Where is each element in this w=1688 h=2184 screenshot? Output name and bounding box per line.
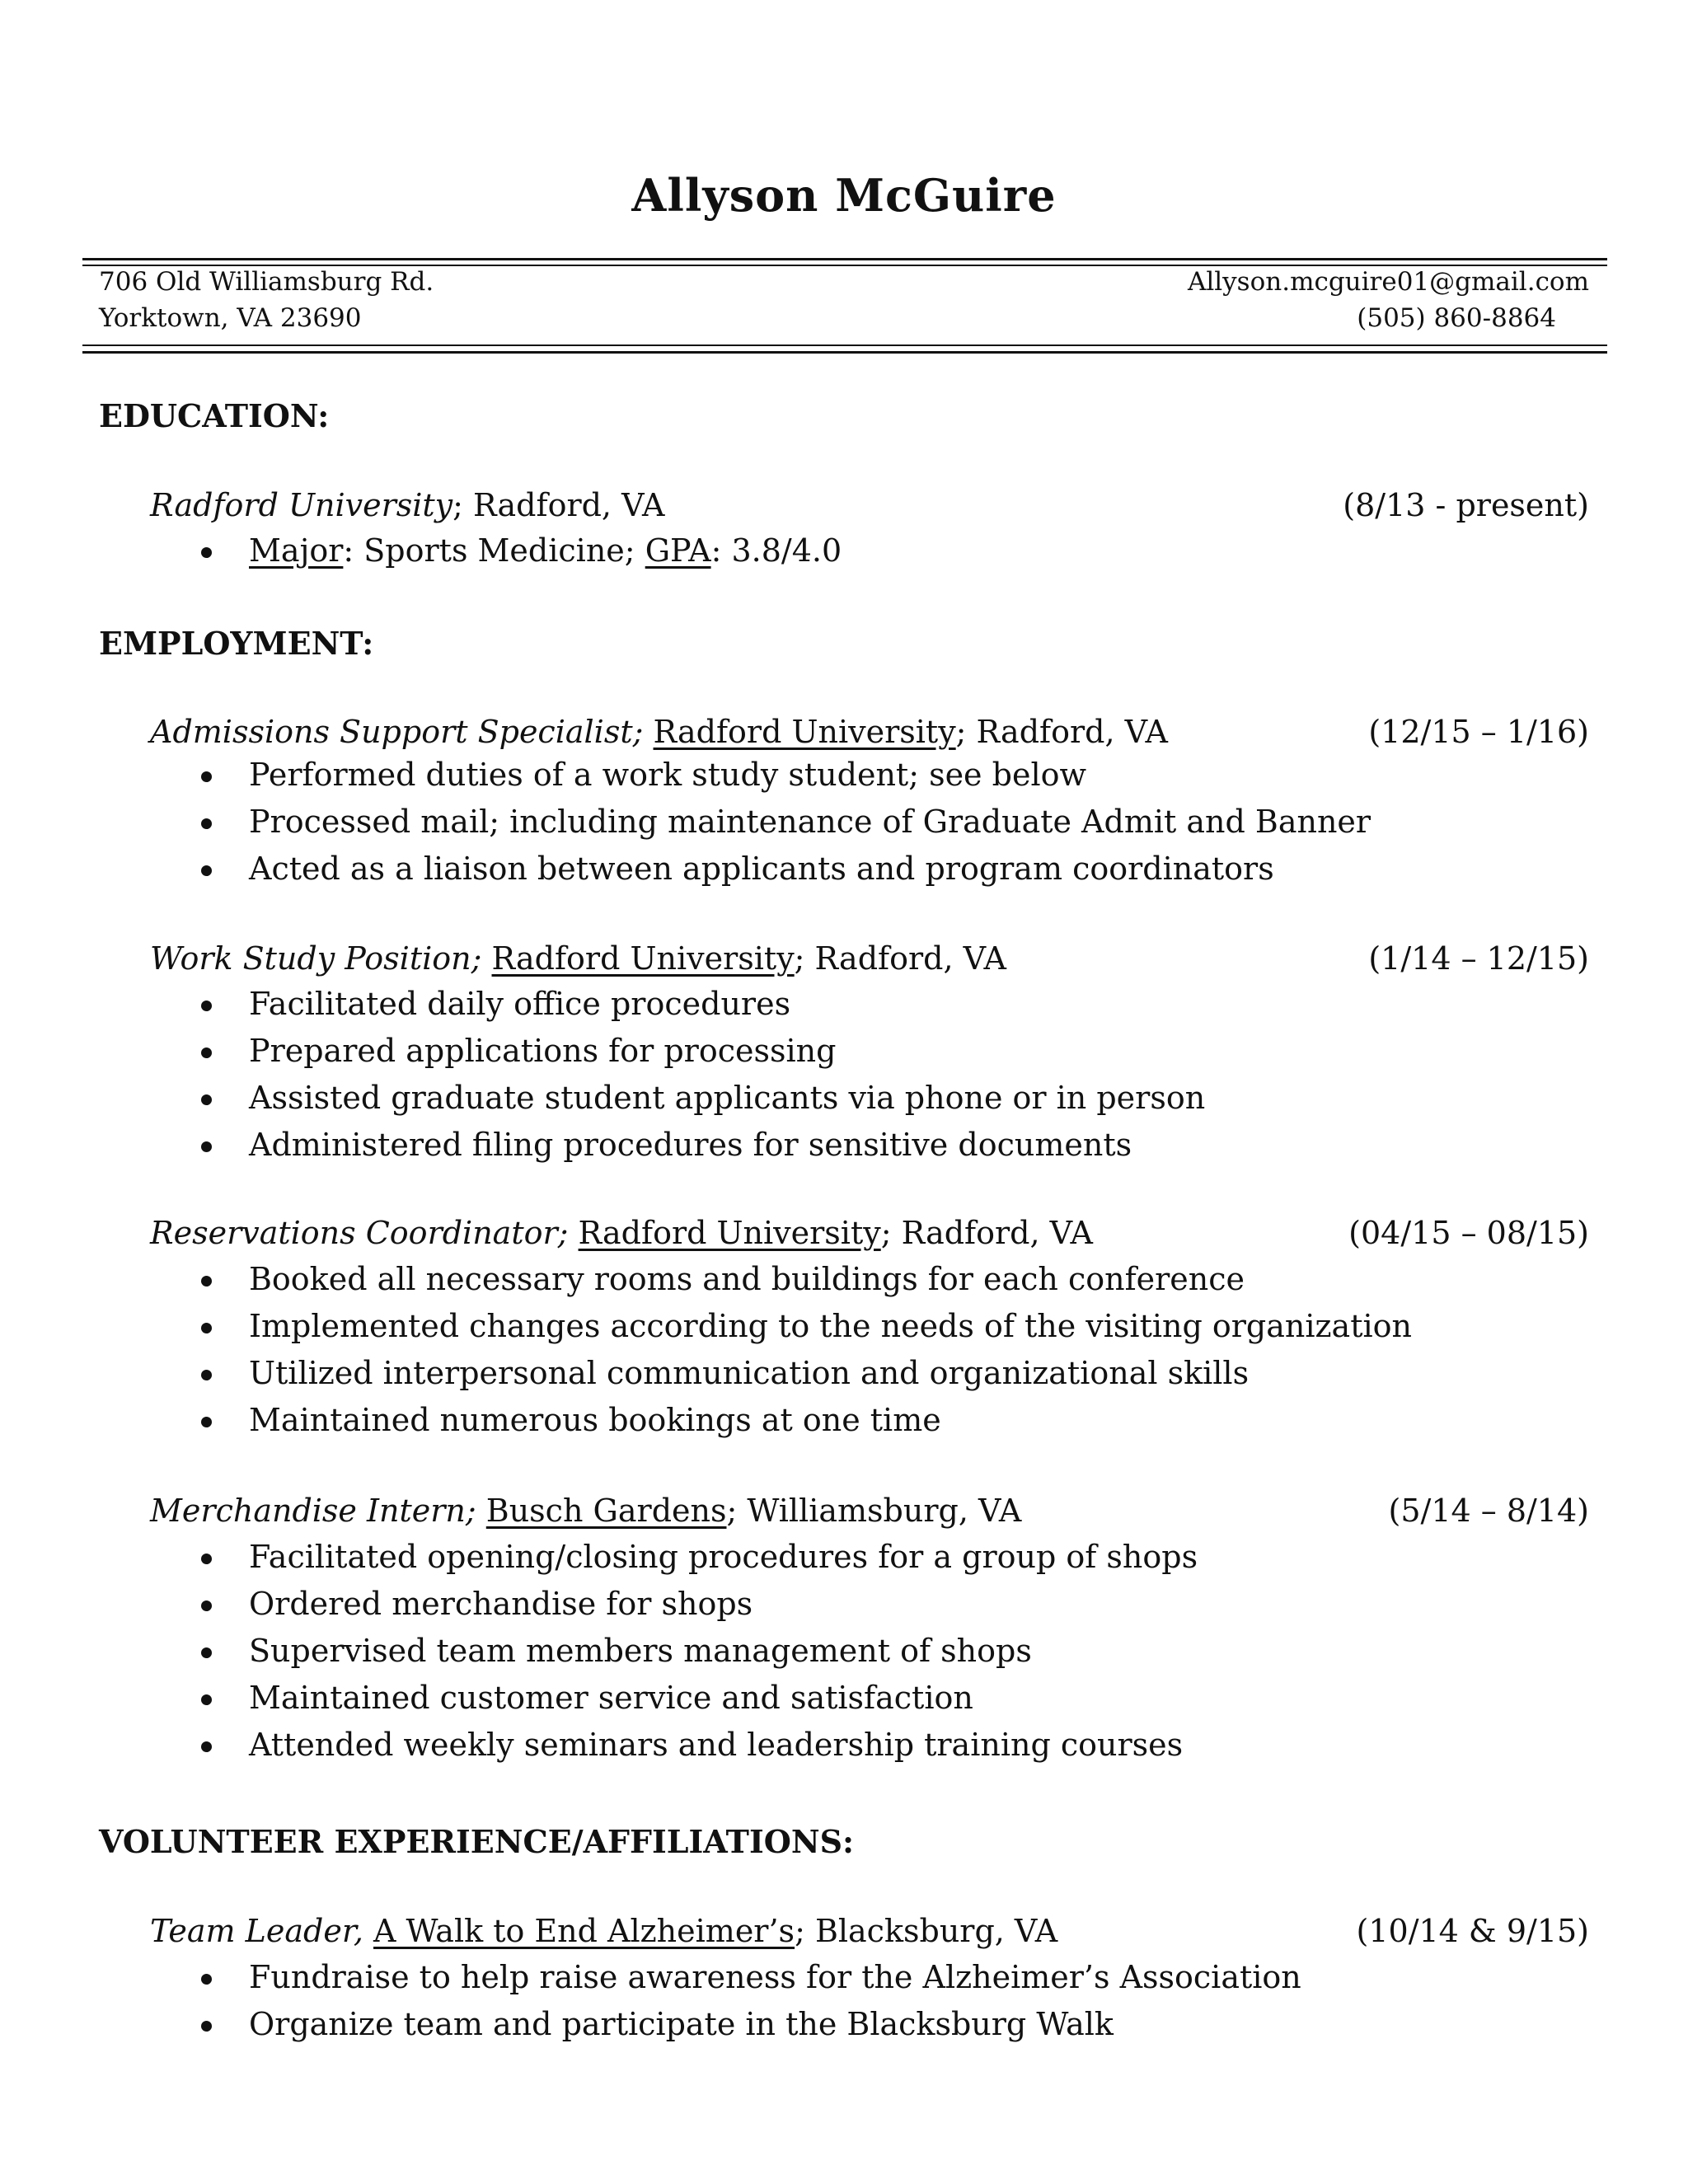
email-address: Allyson.mcguire01@gmail.com: [1187, 267, 1589, 297]
bullet-text: Supervised team members management of shops: [249, 1633, 1032, 1669]
major-value: : Sports Medicine;: [343, 532, 645, 569]
bullet-text: Attended weekly seminars and leadership training courses: [249, 1727, 1184, 1763]
job-bullets: [150, 752, 1622, 893]
volunteer-entry: [150, 1910, 1589, 1952]
bullet-text: Utilized interpersonal communication and organizational skills: [249, 1355, 1250, 1391]
job-organization: Radford University: [491, 940, 795, 977]
header-rule-top-1: [82, 258, 1607, 260]
bullet-icon: [201, 547, 212, 558]
education-entry: [150, 485, 1589, 526]
list-item: [150, 752, 1622, 799]
volunteer-dates: (10/14 & 9/15): [1356, 1913, 1589, 1949]
list-item: [150, 1303, 1622, 1350]
volunteer-heading: VOLUNTEER EXPERIENCE/AFFILIATIONS:: [99, 1823, 855, 1860]
volunteer-bullets: [150, 1954, 1622, 2048]
list-item: [150, 1397, 1622, 1444]
job-location: ; Radford, VA: [794, 940, 1006, 977]
list-item: [150, 1581, 1622, 1628]
job-dates: (04/15 – 08/15): [1348, 1215, 1589, 1251]
major-label: Major: [249, 532, 344, 569]
list-item: [150, 1256, 1622, 1303]
bullet-text: Booked all necessary rooms and buildings for each conference: [249, 1261, 1245, 1297]
job-dates: (12/15 – 1/16): [1368, 714, 1589, 750]
job-title: Work Study Position;: [150, 940, 482, 977]
job-entry: [150, 1490, 1589, 1531]
bullet-icon: [201, 1647, 212, 1658]
bullet-icon: [201, 1554, 212, 1564]
candidate-name: Allyson McGuire: [631, 169, 1057, 222]
bullet-text: Organize team and participate in the Blacksburg Walk: [249, 2006, 1114, 2042]
bullet-text: Assisted graduate student applicants via phone or in person: [249, 1080, 1206, 1116]
job-title: Merchandise Intern;: [150, 1493, 476, 1529]
list-item: [150, 2001, 1622, 2048]
bullet-icon: [201, 1741, 212, 1752]
bullet-icon: [201, 865, 212, 876]
list-item: [150, 1675, 1622, 1722]
job-bullets: [150, 1256, 1622, 1444]
gpa-label: GPA: [645, 532, 711, 569]
header-rule-bottom-1: [82, 344, 1607, 346]
bullet-icon: [201, 1047, 212, 1058]
bullet-text: Maintained customer service and satisfaction: [249, 1680, 973, 1716]
bullet-text: Maintained numerous bookings at one time: [249, 1402, 941, 1438]
education-heading: EDUCATION:: [99, 397, 330, 434]
list-item: [150, 981, 1622, 1028]
list-item: [150, 1954, 1622, 2001]
bullet-icon: [201, 818, 212, 829]
volunteer-location: ; Blacksburg, VA: [795, 1913, 1058, 1949]
header-rule-bottom-2: [82, 351, 1607, 354]
job-entry: [150, 1212, 1589, 1254]
volunteer-organization: A Walk to End Alzheimer’s: [373, 1913, 795, 1949]
gpa-value: : 3.8/4.0: [710, 532, 842, 569]
bullet-text: Prepared applications for processing: [249, 1033, 837, 1069]
bullet-icon: [201, 1601, 212, 1611]
bullet-text: Facilitated daily office procedures: [249, 986, 791, 1022]
bullet-text: Acted as a liaison between applicants and program coordinators: [249, 851, 1274, 887]
list-item: [150, 1075, 1622, 1122]
employment-heading: EMPLOYMENT:: [99, 625, 374, 662]
list-item: [150, 527, 1622, 574]
bullet-text: Ordered merchandise for shops: [249, 1586, 753, 1622]
bullet-icon: [201, 1370, 212, 1380]
bullet-icon: [201, 1276, 212, 1286]
job-dates: (1/14 – 12/15): [1368, 940, 1589, 977]
job-bullets: [150, 1534, 1622, 1769]
list-item: [150, 799, 1622, 846]
job-title: Admissions Support Specialist;: [150, 714, 644, 750]
bullet-icon: [201, 2021, 212, 2032]
volunteer-title: Team Leader,: [150, 1913, 363, 1949]
list-item: [150, 1122, 1622, 1169]
bullet-icon: [201, 1694, 212, 1705]
bullet-icon: [201, 1094, 212, 1105]
phone-number: (505) 860-8864: [1357, 303, 1556, 333]
education-dates: (8/13 - present): [1343, 487, 1589, 523]
bullet-text: Processed mail; including maintenance of Graduate Admit and Banner: [249, 804, 1372, 840]
bullet-icon: [201, 1141, 212, 1152]
job-organization: Radford University: [653, 714, 956, 750]
bullet-icon: [201, 1974, 212, 1985]
address-line-1: 706 Old Williamsburg Rd.: [99, 267, 434, 297]
bullet-icon: [201, 1001, 212, 1011]
school-name: Radford University: [150, 487, 453, 523]
bullet-icon: [201, 1323, 212, 1333]
bullet-icon: [201, 771, 212, 782]
list-item: [150, 846, 1622, 893]
job-dates: (5/14 – 8/14): [1388, 1493, 1589, 1529]
job-entry: [150, 711, 1589, 752]
job-location: ; Radford, VA: [880, 1215, 1093, 1251]
education-bullets: [150, 527, 1622, 574]
bullet-text: Administered filing procedures for sensitive documents: [249, 1127, 1132, 1163]
bullet-text: Performed duties of a work study student; see below: [249, 757, 1086, 793]
bullet-text: Fundraise to help raise awareness for the Alzheimer’s Association: [249, 1959, 1301, 1995]
job-location: ; Williamsburg, VA: [726, 1493, 1022, 1529]
school-location: ; Radford, VA: [452, 487, 665, 523]
address-line-2: Yorktown, VA 23690: [99, 303, 362, 333]
list-item: [150, 1534, 1622, 1581]
bullet-text: Implemented changes according to the needs of the visiting organization: [249, 1308, 1412, 1344]
job-organization: Busch Gardens: [485, 1493, 727, 1529]
bullet-text: Facilitated opening/closing procedures for a group of shops: [249, 1539, 1198, 1575]
job-bullets: [150, 981, 1622, 1169]
list-item: [150, 1722, 1622, 1769]
list-item: [150, 1628, 1622, 1675]
bullet-icon: [201, 1417, 212, 1427]
list-item: [150, 1028, 1622, 1075]
job-entry: [150, 938, 1589, 979]
list-item: [150, 1350, 1622, 1397]
job-organization: Radford University: [578, 1215, 881, 1251]
job-title: Reservations Coordinator;: [150, 1215, 569, 1251]
job-location: ; Radford, VA: [955, 714, 1168, 750]
